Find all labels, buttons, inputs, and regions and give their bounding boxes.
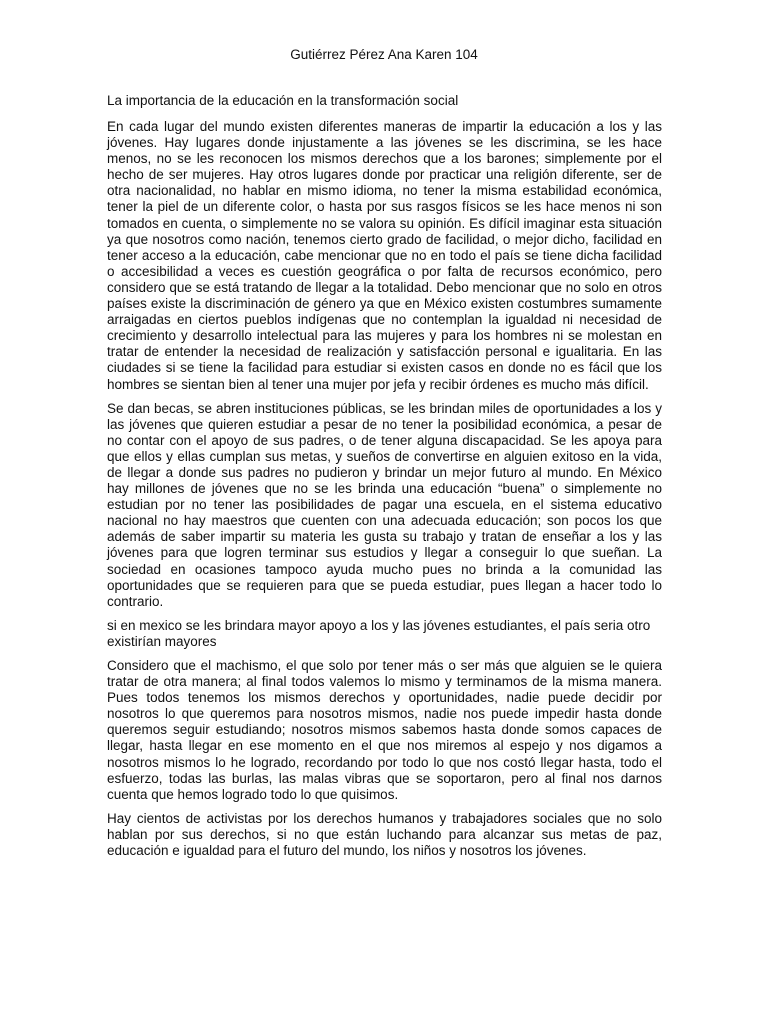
paragraph-5: Hay cientos de activistas por los derechos humanos y trabajadores sociales que no solo hablan por sus derechos, si no que están luchando para alcanzar sus metas de paz, educación e igualdad para el futuro del mundo, los niños y nosotros los jóvenes. [107, 810, 662, 859]
paragraph-2: Se dan becas, se abren instituciones públicas, se les brindan miles de oportunidades a los y las jóvenes que quieren estudiar a pesar de no tener la posibilidad económica, a pesar de no contar con el apoyo de sus padres, o de tener alguna discapacidad. Se les apoya para que ellos y ellas cumplan sus metas, y sueños de convertirse en alguien exitoso en la vida, de llegar a donde sus padres no pudieron y brindar un mejor futuro al mundo. En México hay millones de jóvenes que no se les brinda una educación “buena” o simplemente no estudian por no tener las posibilidades de pagar una escuela, en el sistema educativo nacional no hay maestros que cuenten con una adecuada educación; son pocos los que además de saber impartir su materia les gusta su trabajo y tratan de enseñar a los y las jóvenes para que logren terminar sus estudios y llegar a conseguir lo que sueñan. La sociedad en ocasiones tampoco ayuda mucho pues no brinda a la comunidad las oportunidades que se requieren para que se pueda estudiar, pues llegan a hacer todo lo contrario. [107, 400, 662, 609]
paragraph-1: En cada lugar del mundo existen diferentes maneras de impartir la educación a los y las jóvenes. Hay lugares donde injustamente a las jóvenes se les discrimina, se les hace menos, no se les reconocen los mismos derechos que a los barones; simplemente por el hecho de ser mujeres. Hay otros lugares donde por practicar una religión diferente, ser de otra nacionalidad, no hablar en mismo idioma, no tener la misma estabilidad económica, tener la piel de un diferente color, o hasta por sus rasgos físicos se les hace menos ni son tomados en cuenta, o simplemente no se valora su opinión. Es difícil imaginar esta situación ya que nosotros como nación, tenemos cierto grado de facilidad, o mejor dicho, facilidad en tener acceso a la educación, cabe mencionar que no en todo el país se tiene dicha facilidad o accesibilidad a veces es cuestión geográfica o por falta de recursos económico, pero considero que se está tratando de llegar a la totalidad. Debo mencionar que no solo en otros países existe la discriminación de género ya que en México existen costumbres sumamente arraigadas en ciertos pueblos indígenas que no contemplan la igualdad ni necesidad de crecimiento y desarrollo intelectual para las mujeres y para los hombres ni se molestan en tratar de entender la necesidad de realización y satisfacción personal e igualitaria. En las ciudades si se tiene la facilidad para estudiar si existen casos en donde no es fácil que los hombres se sientan bien al tener una mujer por jefa y recibir órdenes es mucho más difícil. [107, 119, 662, 392]
document-title: La importancia de la educación en la transformación social [107, 93, 459, 108]
paragraph-4: Considero que el machismo, el que solo por tener más o ser más que alguien se le quiera tratar de otra manera; al final todos valemos lo mismo y terminamos de la misma manera. Pues todos tenemos los mismos derechos y oportunidades, nadie puede decidir por nosotros lo que queremos para nosotros mismos, nadie nos puede impedir hasta donde queremos seguir estudiando; nosotros mismos sabemos hasta donde somos capaces de llegar, hasta llegar en ese momento en el que nos miremos al espejo y nos digamos a nosotros mismos lo he logrado, recordando por todo lo que nos costó llegar hasta, todo el esfuerzo, todas las burlas, las malas vibras que se soportaron, pero al final nos darnos cuenta que hemos logrado todo lo que quisimos. [107, 658, 662, 802]
paragraph-3: si en mexico se les brindara mayor apoyo a los y las jóvenes estudiantes, el país seria otro existirían mayores [107, 617, 651, 649]
page-header: Gutiérrez Pérez Ana Karen 104 [290, 47, 478, 62]
document-body [107, 93, 662, 867]
